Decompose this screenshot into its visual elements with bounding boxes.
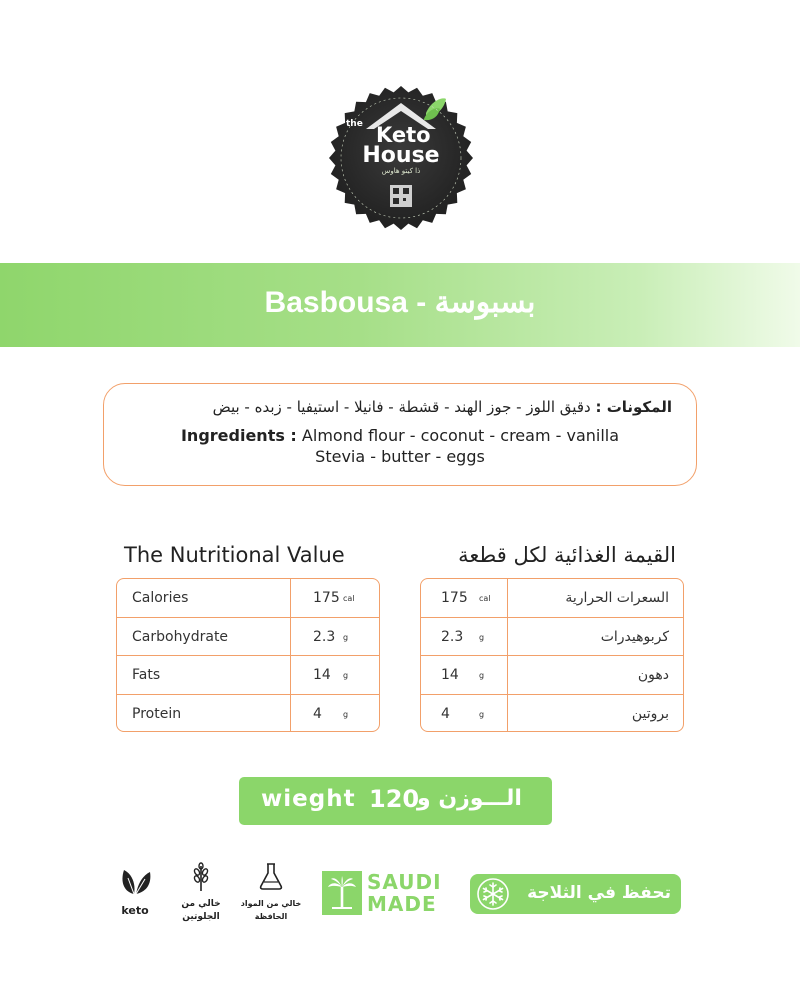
ingredients-english-line2: Stevia - butter - eggs xyxy=(315,447,485,466)
palm-box xyxy=(322,871,362,915)
nutrient-unit: g xyxy=(479,632,485,642)
nutrient-value: 2.3 xyxy=(441,628,464,645)
preservative-free-badge xyxy=(238,862,304,923)
snowflake-icon xyxy=(476,877,510,911)
saudi-made-badge xyxy=(322,871,444,915)
nutrient-value-cell xyxy=(291,618,380,657)
ingredients-arabic-label: المكونات : xyxy=(595,398,672,416)
nutrient-label: كربوهيدرات xyxy=(507,618,683,657)
keto-label: keto xyxy=(121,904,149,917)
gluten-free-line1: خالي من xyxy=(181,899,221,909)
logo-arabic-text: ذا كيتو هاوس xyxy=(381,167,421,175)
nutrient-value: 4 xyxy=(313,705,322,722)
brand-logo xyxy=(328,85,474,231)
product-title: Basbousa - بسبوسة xyxy=(264,286,536,319)
nutrient-value-cell xyxy=(421,579,509,618)
nutrient-unit: g xyxy=(479,709,485,719)
nutrient-value-cell xyxy=(421,695,509,733)
ingredients-box xyxy=(103,383,697,486)
preservative-free-label xyxy=(238,897,304,923)
weight-badge xyxy=(239,777,552,825)
nutrient-unit: g xyxy=(343,632,349,642)
keep-refrigerated-badge xyxy=(470,874,681,914)
nutrient-label: Calories xyxy=(117,579,291,618)
nutrition-heading-arabic: القيمة الغذائية لكل قطعة xyxy=(458,543,676,567)
ingredients-english-label: Ingredients : xyxy=(180,426,297,445)
gluten-free-label xyxy=(176,898,226,924)
ingredients-english xyxy=(128,425,672,467)
table-row xyxy=(117,656,379,695)
nutrition-heading-english: The Nutritional Value xyxy=(124,543,345,567)
table-row xyxy=(117,695,379,733)
nutrient-label: Protein xyxy=(117,695,291,733)
nutrient-value-cell xyxy=(291,695,380,733)
gluten-free-line2: الجلوتين xyxy=(182,912,220,922)
nutrient-unit: g xyxy=(343,671,349,680)
table-row xyxy=(421,695,683,733)
flask-icon xyxy=(258,862,284,890)
table-row xyxy=(117,618,379,657)
nutrient-value-cell xyxy=(291,656,380,695)
gluten-free-badge xyxy=(176,862,226,924)
keto-badge xyxy=(112,866,158,917)
nutrient-value: 14 xyxy=(441,667,459,683)
palm-tree-icon xyxy=(326,875,358,911)
nutrient-value-cell xyxy=(291,579,380,618)
nutrient-label: بروتين xyxy=(507,695,683,733)
ingredients-arabic xyxy=(128,396,672,418)
weight-number: 120 xyxy=(369,785,420,813)
preservative-free-line2: الحافظة xyxy=(254,912,288,921)
ingredients-arabic-text: دقيق اللوز - جوز الهند - قشطة - فانيلا - استيفيا - زبده - بيض xyxy=(212,398,591,416)
ingredients-english-line1: Almond flour - coconut - cream - vanilla xyxy=(301,426,620,445)
nutrient-value: 175 xyxy=(313,590,340,606)
nutrient-unit: g xyxy=(479,671,485,680)
logo-the-text: the xyxy=(346,119,363,129)
logo-house-text: House xyxy=(362,143,440,168)
table-row xyxy=(421,618,683,657)
made-label: MADE xyxy=(367,892,437,916)
nutrient-value-cell xyxy=(421,618,509,657)
table-row xyxy=(421,656,683,695)
logo-keto-text: Keto xyxy=(376,123,431,147)
nutrient-label: Carbohydrate xyxy=(117,618,291,657)
nutrient-label: Fats xyxy=(117,656,291,695)
nutrient-value: 2.3 xyxy=(313,628,336,645)
preservative-free-line1: خالي من المواد xyxy=(240,899,302,908)
wheat-icon xyxy=(190,862,212,892)
nutrition-table-arabic xyxy=(420,578,684,732)
weight-label-arabic: الـــوزن و xyxy=(417,786,522,811)
table-row xyxy=(117,579,379,618)
weight-label-english: wieght xyxy=(261,786,356,812)
nutrient-unit: g xyxy=(343,709,349,719)
keep-refrigerated-label: تحفظ في الثلاجة xyxy=(527,883,671,903)
nutrient-unit: cal xyxy=(479,594,491,603)
leaves-icon xyxy=(118,866,152,896)
nutrient-value-cell xyxy=(421,656,509,695)
nutrient-label: السعرات الحرارية xyxy=(507,579,683,618)
nutrient-value: 14 xyxy=(313,667,331,683)
table-row xyxy=(421,579,683,618)
nutrient-unit: cal xyxy=(343,594,355,603)
nutrient-value: 4 xyxy=(441,705,450,722)
nutrient-value: 175 xyxy=(441,590,468,606)
nutrient-label: دهون xyxy=(507,656,683,695)
saudi-label: SAUDI xyxy=(367,870,442,894)
title-band xyxy=(0,263,800,347)
nutrition-table-english xyxy=(116,578,380,732)
